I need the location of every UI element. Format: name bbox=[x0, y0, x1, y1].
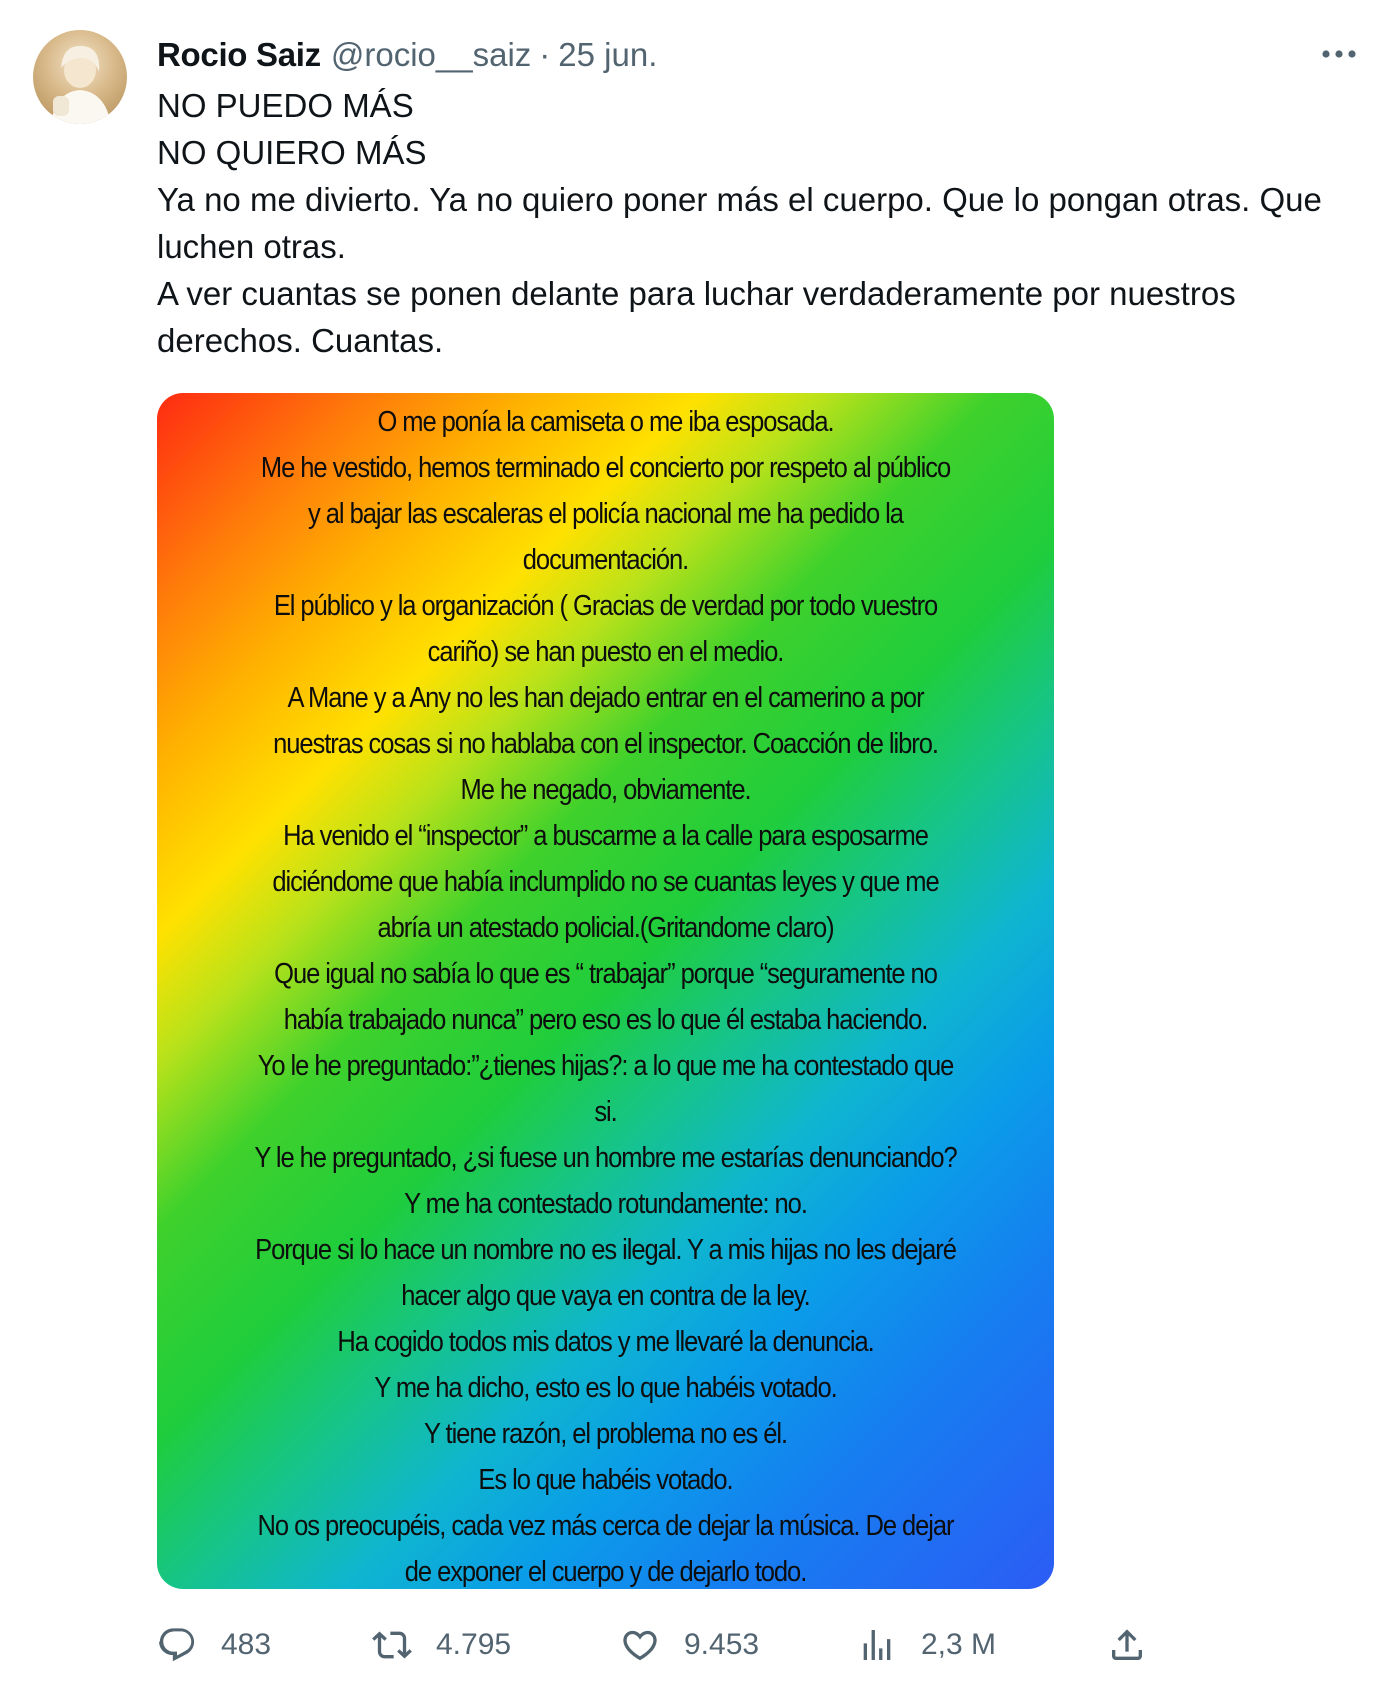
media-line: Y tiene razón, el problema no es él. bbox=[424, 1418, 787, 1450]
media-line: Y me ha dicho, esto es lo que habéis votado. bbox=[374, 1372, 837, 1404]
media-line: Me he negado, obviamente. bbox=[460, 774, 751, 806]
tweet-line: NO PUEDO MÁS bbox=[157, 87, 414, 124]
share-button[interactable] bbox=[1107, 1620, 1147, 1670]
tweet-actions bbox=[157, 1620, 1157, 1670]
tweet-line: NO QUIERO MÁS bbox=[157, 134, 427, 171]
media-line: diciéndome que había inclumplido no se cuantas leyes y que me bbox=[272, 866, 939, 898]
tweet-line: A ver cuantas se ponen delante para luchar verdaderamente por nuestros derechos. Cuantas. bbox=[157, 275, 1236, 359]
media-line: documentación. bbox=[522, 544, 689, 576]
retweet-button[interactable] bbox=[372, 1620, 511, 1670]
more-icon[interactable] bbox=[1318, 36, 1360, 72]
share-icon bbox=[1107, 1625, 1147, 1665]
media-line: había trabajado nunca” pero eso es lo que él estaba haciendo. bbox=[283, 1004, 928, 1036]
tweet-text bbox=[157, 82, 1357, 364]
media-line: hacer algo que vaya en contra de la ley. bbox=[401, 1280, 810, 1312]
media-line: No os preocupéis, cada vez más cerca de dejar la música. De dejar bbox=[257, 1510, 954, 1542]
media-text bbox=[211, 399, 1000, 1589]
tweet-media-image[interactable] bbox=[157, 393, 1054, 1589]
media-line: Y me ha contestado rotundamente: no. bbox=[404, 1188, 807, 1220]
media-line: y al bajar las escaleras el policía nacional me ha pedido la bbox=[308, 498, 903, 530]
views-count: 2,3 M bbox=[921, 1628, 997, 1661]
views-chart-icon bbox=[857, 1625, 897, 1665]
media-line: Yo le he preguntado:”¿tienes hijas?: a lo que me ha contestado que bbox=[257, 1050, 954, 1082]
media-line: Que igual no sabía lo que es “ trabajar” porque “seguramente no bbox=[274, 958, 937, 990]
media-line: si. bbox=[594, 1096, 617, 1128]
reply-count: 483 bbox=[221, 1628, 272, 1661]
more-horizontal-icon bbox=[1321, 49, 1357, 59]
media-line: Ha venido el “inspector” a buscarme a la calle para esposarme bbox=[283, 820, 928, 852]
reply-button[interactable] bbox=[157, 1620, 271, 1670]
media-line: abría un atestado policial.(Gritandome claro) bbox=[377, 912, 834, 944]
tweet-header bbox=[157, 30, 657, 80]
views-button[interactable] bbox=[857, 1620, 996, 1670]
media-line: Y le he preguntado, ¿si fuese un hombre me estarías denunciando? bbox=[254, 1142, 957, 1174]
media-line: O me ponía la camiseta o me iba esposada. bbox=[377, 406, 834, 438]
author-handle[interactable]: @rocio__saiz bbox=[330, 36, 532, 73]
media-line: Porque si lo hace un nombre no es ilegal. Y a mis hijas no les dejaré bbox=[255, 1234, 956, 1266]
author-display-name[interactable]: Rocio Saiz bbox=[157, 36, 321, 73]
retweet-icon bbox=[372, 1625, 412, 1665]
retweet-count: 4.795 bbox=[436, 1628, 512, 1661]
media-line: nuestras cosas si no hablaba con el inspector. Coacción de libro. bbox=[273, 728, 938, 760]
separator-dot: · bbox=[539, 36, 551, 73]
like-count: 9.453 bbox=[684, 1628, 760, 1661]
media-line: de exponer el cuerpo y de dejarlo todo. bbox=[404, 1556, 807, 1588]
media-line: Es lo que habéis votado. bbox=[478, 1464, 733, 1496]
media-line: A Mane y a Any no les han dejado entrar en el camerino a por bbox=[287, 682, 924, 714]
avatar[interactable] bbox=[33, 30, 127, 124]
media-line: cariño) se han puesto en el medio. bbox=[427, 636, 784, 668]
heart-icon bbox=[620, 1625, 660, 1665]
reply-icon bbox=[157, 1625, 197, 1665]
tweet-date[interactable]: 25 jun. bbox=[558, 36, 658, 73]
media-line: El público y la organización ( Gracias de verdad por todo vuestro bbox=[273, 590, 938, 622]
media-line: Ha cogido todos mis datos y me llevaré la denuncia. bbox=[337, 1326, 874, 1358]
like-button[interactable] bbox=[620, 1620, 759, 1670]
tweet-line: Ya no me divierto. Ya no quiero poner más el cuerpo. Que lo pongan otras. Que luchen otras. bbox=[157, 181, 1322, 265]
media-line: Me he vestido, hemos terminado el concierto por respeto al público bbox=[260, 452, 951, 484]
avatar-image bbox=[33, 30, 127, 124]
